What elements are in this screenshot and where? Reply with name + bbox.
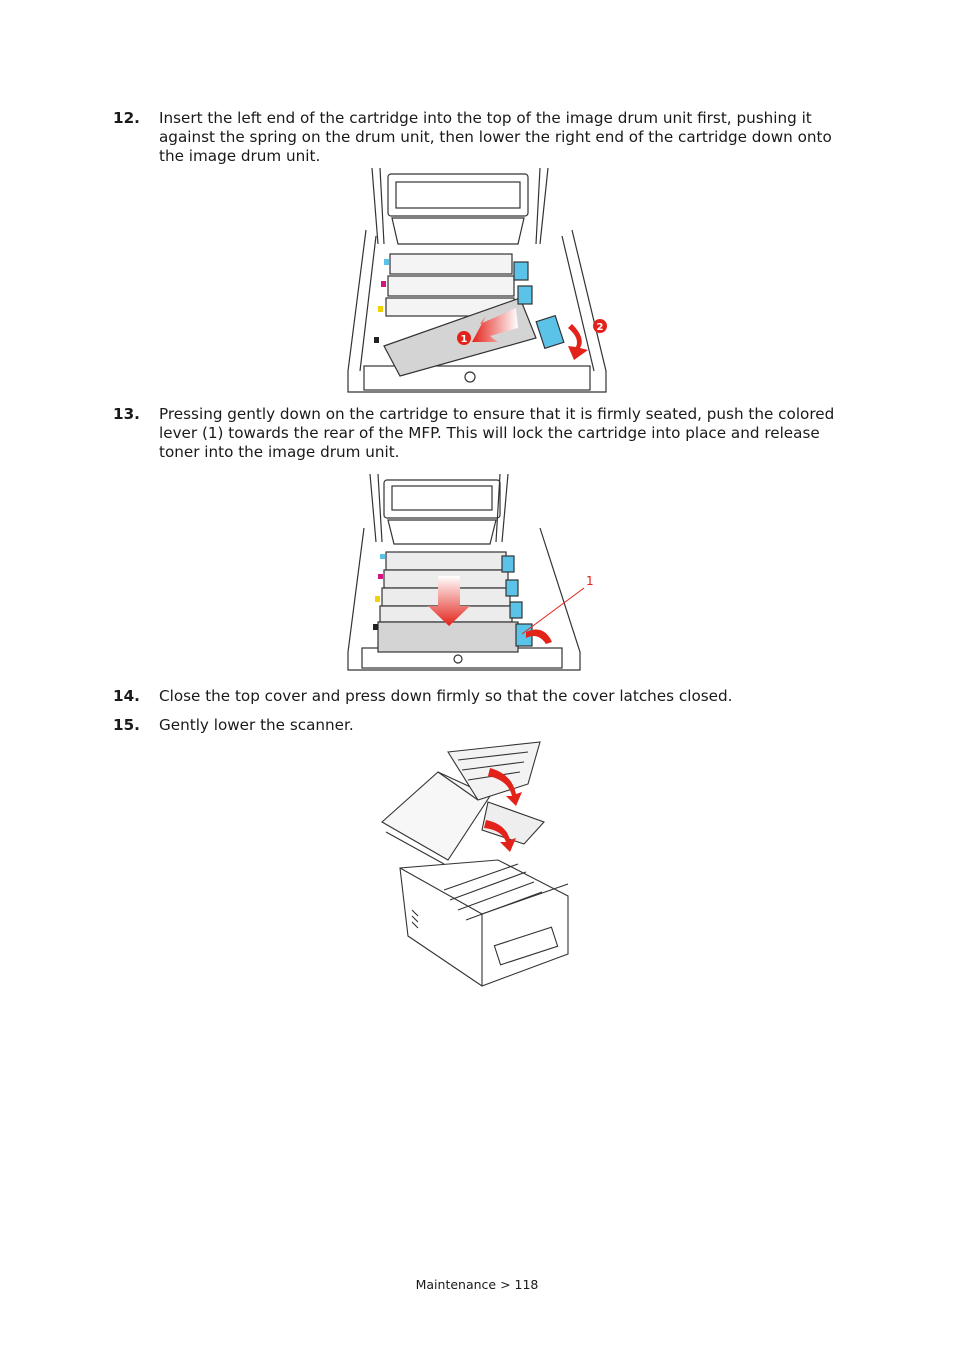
step-text: Insert the left end of the cartridge into the top of the image drum unit first, pushing it against the spring on the drum unit, then lower the right end of the cartridge down onto the image drum unit. — [159, 109, 832, 165]
step-13 — [113, 405, 843, 462]
figure-lock-lever — [340, 472, 600, 674]
cyan-marker — [380, 554, 385, 559]
black-marker — [374, 337, 379, 343]
step-number: 12. — [113, 109, 140, 127]
callout-2 — [593, 319, 607, 333]
lever-callout: 1 — [586, 574, 594, 588]
yellow-marker — [378, 306, 383, 312]
svg-text:1: 1 — [460, 334, 468, 345]
callout-1 — [457, 331, 471, 345]
step-15 — [113, 716, 843, 735]
svg-text:2: 2 — [596, 322, 604, 333]
lower-arrow — [568, 324, 588, 360]
step-12 — [113, 109, 843, 166]
figure-lower-scanner — [378, 740, 574, 990]
step-number: 13. — [113, 405, 140, 423]
step-14 — [113, 687, 843, 706]
magenta-marker — [378, 574, 383, 579]
black-marker — [373, 624, 378, 630]
step-number: 14. — [113, 687, 140, 705]
yellow-marker — [375, 596, 380, 602]
step-text: Close the top cover and press down firmly so that the cover latches closed. — [159, 687, 733, 705]
step-text: Gently lower the scanner. — [159, 716, 354, 734]
step-number: 15. — [113, 716, 140, 734]
step-text: Pressing gently down on the cartridge to ensure that it is firmly seated, push the colored lever (1) towards the rear of the MFP. This will lock the cartridge into place and release toner into the image drum unit. — [159, 405, 835, 461]
magenta-marker — [381, 281, 386, 287]
figure-insert-cartridge — [340, 166, 615, 398]
cyan-marker — [384, 259, 389, 265]
page-footer: Maintenance > 118 — [415, 1277, 539, 1292]
